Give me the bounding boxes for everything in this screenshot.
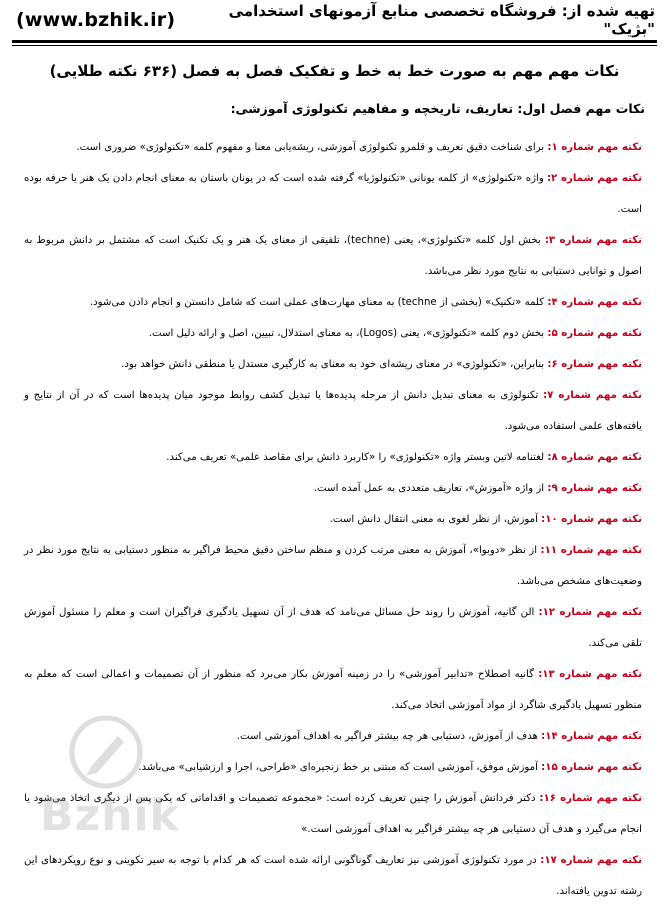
header-rule-thin <box>12 45 657 46</box>
point-label: نکته مهم شماره ۱۲: <box>538 607 642 618</box>
point-text: الن گانیه، آموزش را روند حل مسائل می‌نامد که هدف از آن تسهیل یادگیری فراگیران است و معلم را مسئول آموزش تلقی می‌کند. <box>24 607 642 649</box>
point-item <box>24 442 642 473</box>
point-label: نکته مهم شماره ۱۶: <box>539 793 642 804</box>
point-label: نکته مهم شماره ۱۵: <box>541 762 642 773</box>
point-item <box>24 349 642 380</box>
point-item <box>24 752 642 783</box>
shop-credit: تهیه شده از: فروشگاه تخصصی منابع آزمونهای استخدامی "بژیک" <box>228 2 655 38</box>
point-item <box>24 163 642 225</box>
point-text: دکتر فردانش آموزش را چنین تعریف کرده است: «مجموعه تصمیمات و اقداماتی که یکی پس از دیگری اتخاذ می‌شود یا انجام می‌گیرد و هدف آن دستیابی هر چه بیشتر فراگیر به اهداف آموزشی است.» <box>24 793 642 835</box>
point-text: واژه «تکنولوژی» از کلمه یونانی «تکنولوژیا» گرفته شده است که در یونان باستان به معنای انجام دادن یک هنر یا حرفه بوده است. <box>24 173 642 215</box>
page-header <box>0 0 669 40</box>
point-text: کلمه «تکنیک» (بخشی از techne) به معنای مهارت‌های عملی است که شامل دانستن و انجام دادن می‌شود. <box>89 297 548 308</box>
point-item <box>24 783 642 845</box>
point-label: نکته مهم شماره ۱۴: <box>541 731 642 742</box>
point-label: نکته مهم شماره ۶: <box>547 359 642 370</box>
document-title: نکات مهم مهم به صورت خط به خط و تفکیک فصل به فصل (۶۳۶ نکته طلایی) <box>49 62 620 80</box>
point-item <box>24 225 642 287</box>
point-label: نکته مهم شماره ۵: <box>547 328 642 339</box>
point-item <box>24 504 642 535</box>
point-label: نکته مهم شماره ۸: <box>547 452 642 463</box>
point-item <box>24 132 642 163</box>
point-label: نکته مهم شماره ۷: <box>543 390 642 401</box>
point-text: آموزش، از نظر لغوی به معنی انتقال دانش است. <box>329 514 542 525</box>
point-text: بخش اول کلمه «تکنولوژی»، یعنی (techne)، تلفیقی از معنای یک هنر و یک تکنیک است که مشتمل بر دانش مربوط به اصول و توانایی دستیابی به نتایج مورد نظر می‌باشد. <box>24 235 642 277</box>
point-item <box>24 721 642 752</box>
point-text: از نظر «دوبوا»، آموزش به معنی مرتب کردن و منظم ساختن دقیق محیط فراگیر به منظور دستیابی به نتایج مورد نظر در وضعیت‌های مشخص می‌باشد. <box>24 545 642 587</box>
point-text: از واژه «آموزش»، تعاریف متعددی به عمل آمده است. <box>313 483 548 494</box>
point-label: نکته مهم شماره ۱۷: <box>540 855 642 866</box>
point-item <box>24 597 642 659</box>
point-item <box>24 380 642 442</box>
watermark-text: Bzhik <box>40 790 180 841</box>
point-item <box>24 318 642 349</box>
point-item <box>24 287 642 318</box>
point-text: هدف از آموزش، دستیابی هر چه بیشتر فراگیر به اهداف آموزشی است. <box>236 731 542 742</box>
points-list <box>24 132 642 907</box>
point-text: آموزش موفق، آموزشی است که مبتنی بر خط زنجیره‌ای «طراحی، اجرا و ارزشیابی» می‌باشد. <box>138 762 542 773</box>
point-text: در مورد تکنولوژی آموزشی نیز تعاریف گوناگونی ارائه شده است که هر کدام با توجه به سیر تکوینی و نوع رویکردهای این رشته تدوین یافته‌اند. <box>24 855 642 897</box>
point-text: برای شناخت دقیق تعریف و قلمرو تکنولوژی آموزشی، ریشه‌یابی معنا و مفهوم کلمه «تکنولوژی» ضروری است. <box>76 142 548 153</box>
point-text: بخش دوم کلمه «تکنولوژی»، یعنی (Logos)، به معنای استدلال، تبیین، اصل و ارائه دلیل است. <box>148 328 548 339</box>
site-url: (www.bzhik.ir) <box>16 9 176 31</box>
point-label: نکته مهم شماره ۱۳: <box>538 669 643 680</box>
point-label: نکته مهم شماره ۹: <box>547 483 642 494</box>
point-text: لغتنامه لاتین وبستر واژه «تکنولوژی» را «کاربرد دانش برای مقاصد علمی» تعریف می‌کند. <box>166 452 548 463</box>
point-label: نکته مهم شماره ۳: <box>544 235 642 246</box>
point-text: بنابراین، «تکنولوژی» در معنای ریشه‌ای خود به معنای به کارگیری مستدل یا منطقی دانش خواهد بود. <box>121 359 548 370</box>
point-label: نکته مهم شماره ۱۰: <box>541 514 642 525</box>
chapter-heading: نکات مهم فصل اول: تعاریف، تاریخچه و مفاهیم تکنولوژی آموزشی: <box>230 101 645 116</box>
point-label: نکته مهم شماره ۱۱: <box>540 545 642 556</box>
point-item <box>24 845 642 907</box>
point-item <box>24 659 642 721</box>
point-text: تکنولوژی به معنای تبدیل دانش از مرحله پدیده‌ها یا تبدیل کشف روابط موجود میان پدیده‌ها است که در آن از نتایج و یافته‌های علمی استفاده می‌شود. <box>24 390 642 432</box>
point-item <box>24 473 642 504</box>
point-label: نکته مهم شماره ۴: <box>547 297 642 308</box>
point-label: نکته مهم شماره ۲: <box>547 173 642 184</box>
header-rule-thick <box>12 40 657 43</box>
point-text: گانیه اصطلاح «تدابیر آموزشی» را در زمینه آموزش بکار می‌برد که منظور از آن تصمیمات و اعمالی است که معلم به منظور تسهیل یادگیری شاگرد از مواد آموزشی اتخاذ می‌کند. <box>24 669 642 711</box>
point-label: نکته مهم شماره ۱: <box>547 142 642 153</box>
point-item <box>24 535 642 597</box>
